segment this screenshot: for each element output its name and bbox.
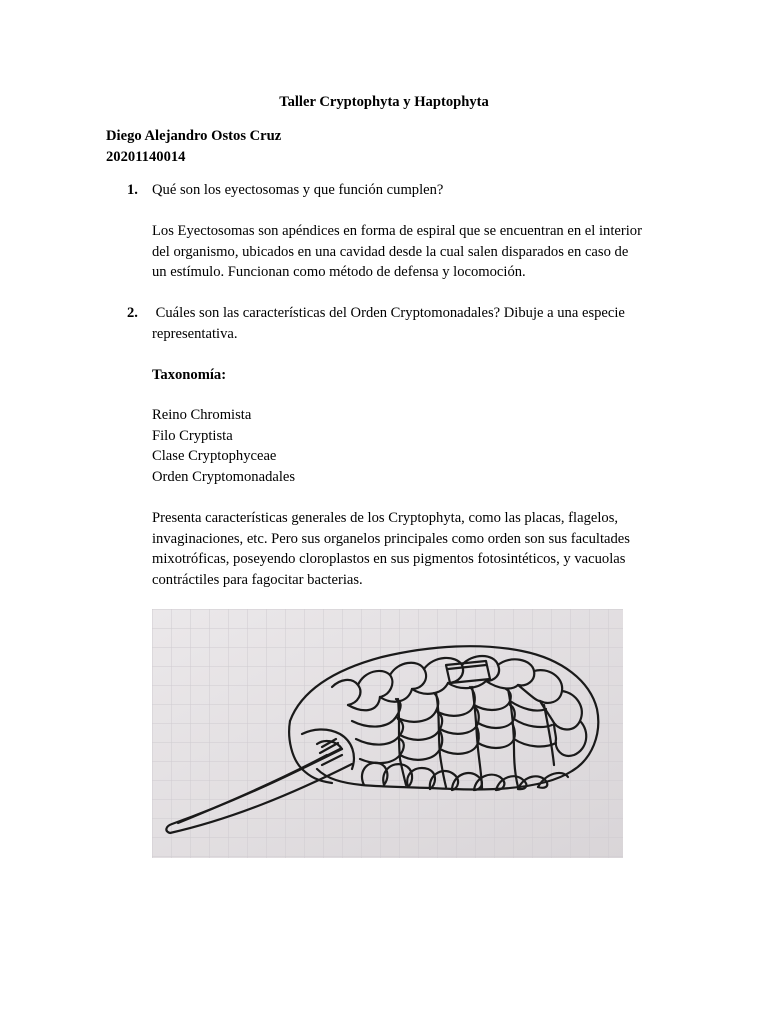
question-number: 2. [127,305,138,321]
answer-1 [152,221,672,283]
answer-line: un estímulo. Funcionan como método de defensa y locomoción. [152,264,526,280]
author-name: Diego Alejandro Ostos Cruz [106,128,282,144]
answer-line: Los Eyectosomas son apéndices en forma de espiral que se encuentran en el interior [152,223,642,239]
description-line: contráctiles para fagocitar bacterias. [152,571,363,588]
question-number: 1. [127,182,138,198]
taxonomy-item: Orden Cryptomonadales [152,468,296,485]
description-line: mixotróficas, poseyendo cloroplastos en sus pigmentos fotosintéticos, y vacuolas [152,551,626,567]
taxonomy-list [152,405,672,487]
question-text: Qué son los eyectosomas y que función cumplen? [152,182,444,198]
description [152,508,672,590]
taxonomy-heading: Taxonomía: [152,367,227,383]
organism-drawing [152,609,623,858]
question-line: Cuáles son las características del Orden Cryptomonadales? Dibuje a una especie [152,305,625,321]
question-line: representativa. [152,325,238,342]
author-id: 20201140014 [106,148,186,165]
description-line: invaginaciones, etc. Pero sus organelos principales como orden son sus facultades [152,530,630,547]
organism-sketch-photo [152,609,623,858]
question-text [152,303,652,344]
taxonomy-item: Filo Cryptista [152,427,233,444]
description-line: Presenta características generales de los Cryptophyta, como las placas, flagelos, [152,510,619,526]
author-block [106,126,281,167]
taxonomy-item: Clase Cryptophyceae [152,448,277,464]
answer-line: del organismo, ubicados en una cavidad desde la cual salen disparados en caso de [152,243,629,260]
taxonomy-item: Reino Chromista [152,407,252,423]
document-title: Taller Cryptophyta y Haptophyta [279,94,489,110]
